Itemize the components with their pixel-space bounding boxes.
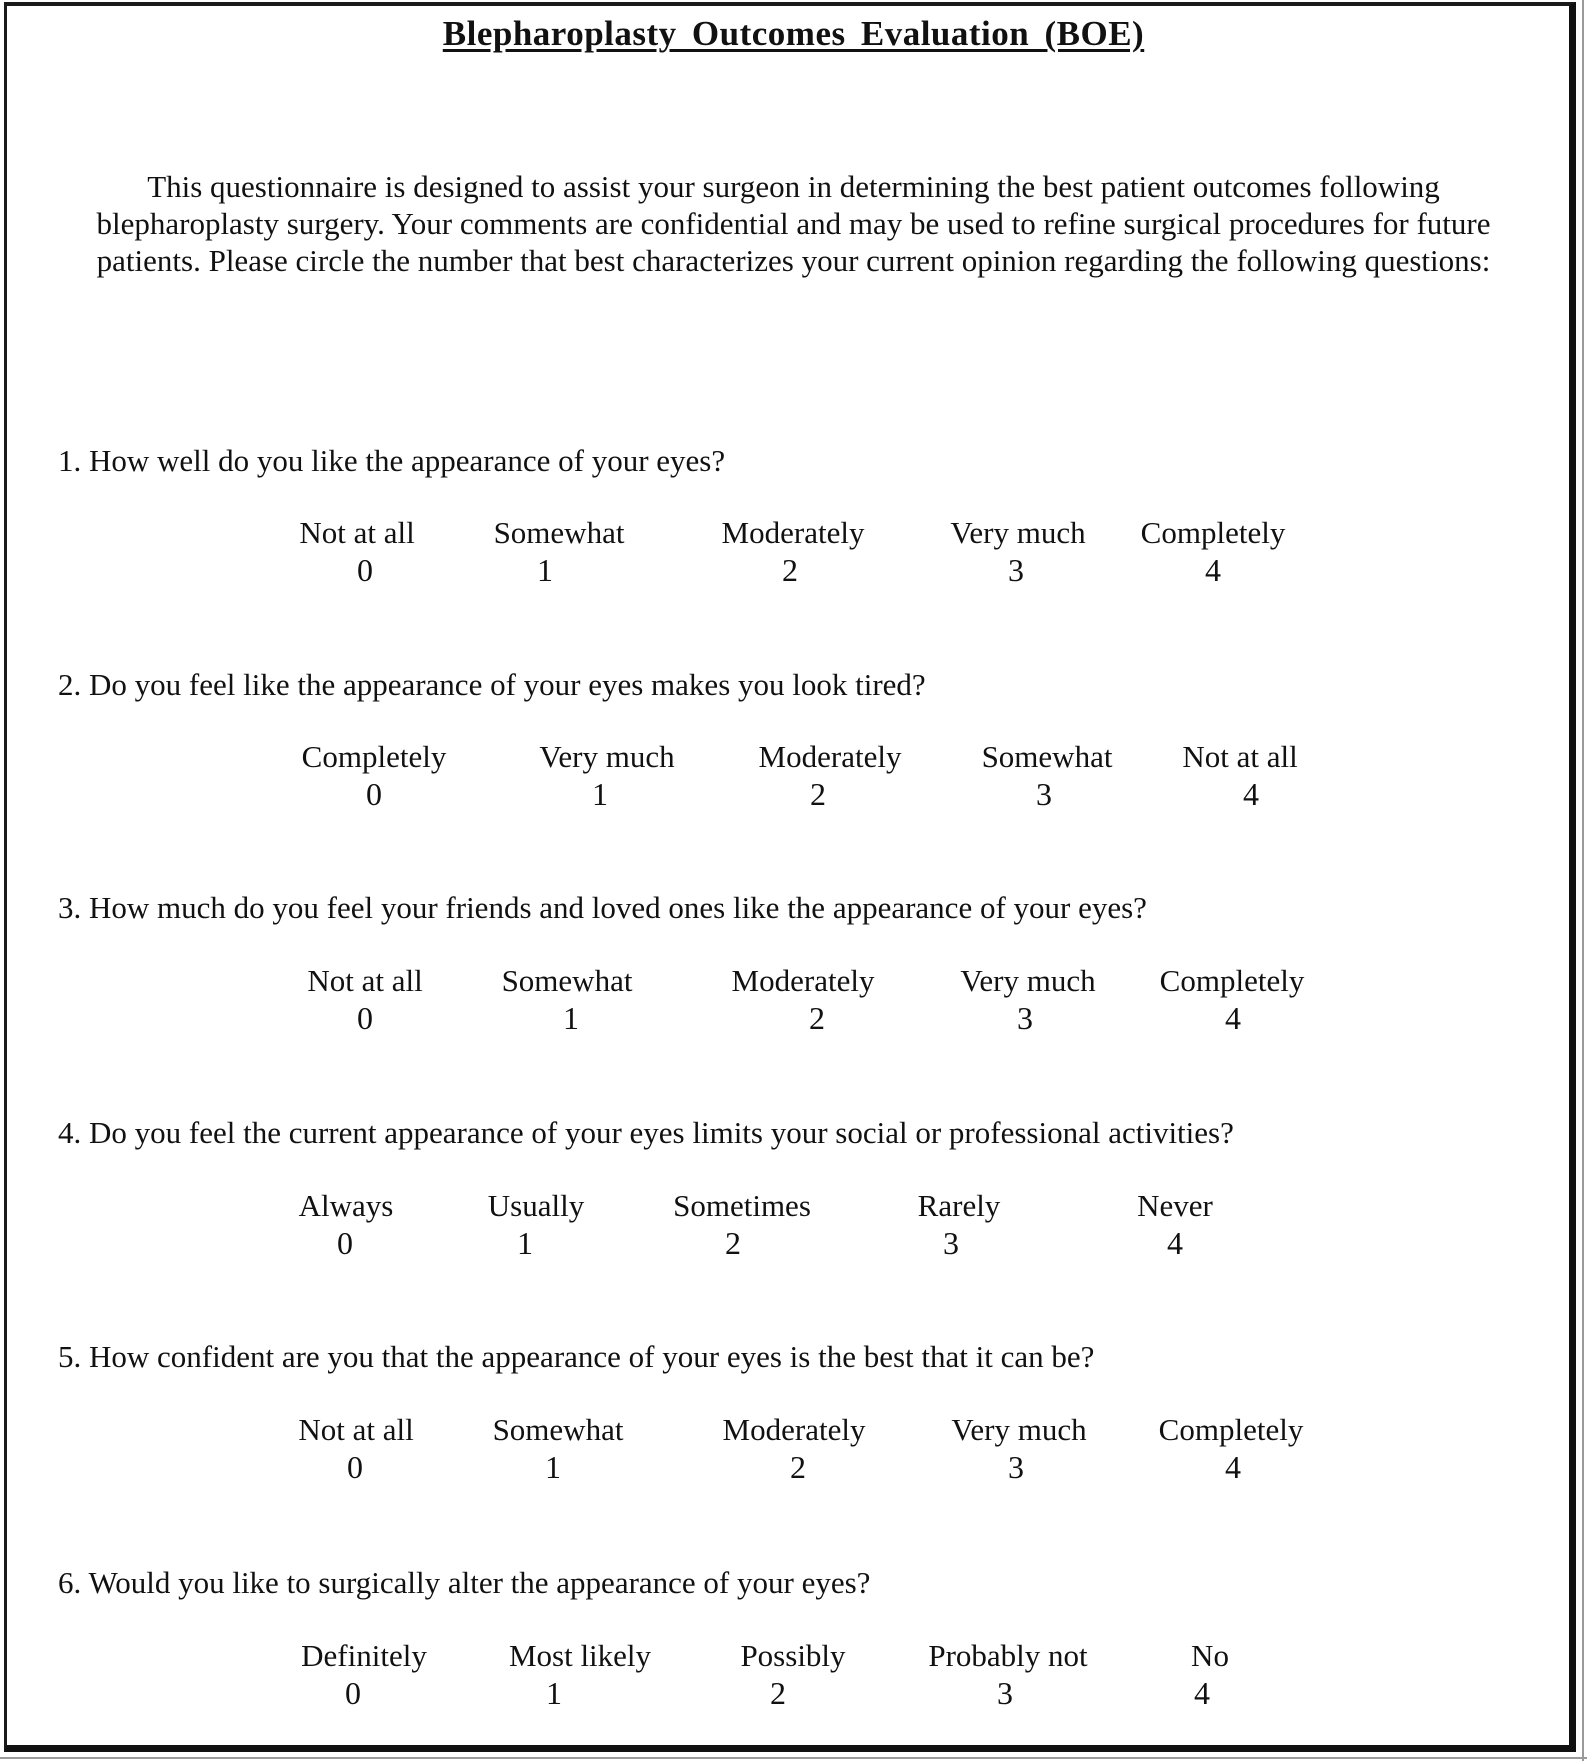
option-value[interactable]: 2 xyxy=(810,776,826,812)
option-label: Somewhat xyxy=(981,739,1113,774)
option-label: Probably not xyxy=(928,1638,1088,1673)
option-label: Completely xyxy=(1159,963,1305,998)
question-2-text: 2. Do you feel like the appearance of your eyes makes you look tired? xyxy=(58,667,926,702)
document-title xyxy=(0,14,1587,54)
question-4-text: 4. Do you feel the current appearance of your eyes limits your social or professional activities? xyxy=(58,1115,1234,1150)
option-value[interactable]: 0 xyxy=(337,1225,353,1261)
option-value[interactable]: 4 xyxy=(1194,1675,1210,1711)
option-label: Rarely xyxy=(917,1188,1001,1223)
option-value[interactable]: 2 xyxy=(770,1675,786,1711)
option-value[interactable]: 4 xyxy=(1167,1225,1183,1261)
option-value[interactable]: 3 xyxy=(943,1225,959,1261)
question-3-text: 3. How much do you feel your friends and loved ones like the appearance of your eyes? xyxy=(58,890,1147,925)
option-value[interactable]: 3 xyxy=(1008,552,1024,588)
option-value[interactable]: 4 xyxy=(1205,552,1221,588)
document-title-text: Blepharoplasty Outcomes Evaluation (BOE) xyxy=(442,14,1145,53)
option-value[interactable]: 1 xyxy=(517,1225,533,1261)
option-value[interactable]: 3 xyxy=(1008,1449,1024,1485)
option-label: Completely xyxy=(1140,515,1286,550)
question-1-text: 1. How well do you like the appearance of your eyes? xyxy=(58,443,726,478)
option-label: Very much xyxy=(951,1412,1087,1447)
option-label: Possibly xyxy=(740,1638,846,1673)
option-label: Not at all xyxy=(299,515,415,550)
option-label: Somewhat xyxy=(493,515,625,550)
outer-rule-bottom xyxy=(0,1757,1587,1759)
option-label: Most likely xyxy=(508,1638,652,1673)
option-label: Sometimes xyxy=(673,1188,811,1223)
option-label: Moderately xyxy=(721,515,865,550)
intro-paragraph: This questionnaire is designed to assist your surgeon in determining the best patient outcomes following blepharoplasty surgery. Your comments are confidential and may be used to refine surgical procedures for future patients. Please circle the number that best characterizes your current opinion regarding the following questions: xyxy=(96,169,1491,278)
option-label: Always xyxy=(298,1188,394,1223)
option-value[interactable]: 2 xyxy=(790,1449,806,1485)
option-label: Somewhat xyxy=(492,1412,624,1447)
option-label: Usually xyxy=(487,1188,585,1223)
option-value[interactable]: 0 xyxy=(347,1449,363,1485)
outer-rule-right xyxy=(1582,0,1584,1761)
option-value[interactable]: 2 xyxy=(809,1000,825,1036)
option-value[interactable]: 4 xyxy=(1225,1449,1241,1485)
option-label: Not at all xyxy=(307,963,423,998)
option-value[interactable]: 0 xyxy=(357,552,373,588)
option-label: Moderately xyxy=(731,963,875,998)
option-label: No xyxy=(1191,1638,1229,1673)
option-value[interactable]: 1 xyxy=(545,1449,561,1485)
option-label: Moderately xyxy=(722,1412,866,1447)
option-label: Very much xyxy=(960,963,1096,998)
option-value[interactable]: 2 xyxy=(782,552,798,588)
option-value[interactable]: 3 xyxy=(1036,776,1052,812)
option-value[interactable]: 4 xyxy=(1243,776,1259,812)
option-value[interactable]: 4 xyxy=(1225,1000,1241,1036)
option-value[interactable]: 0 xyxy=(345,1675,361,1711)
question-6-text: 6. Would you like to surgically alter the appearance of your eyes? xyxy=(58,1565,871,1600)
option-label: Moderately xyxy=(758,739,902,774)
option-label: Never xyxy=(1137,1188,1213,1223)
option-value[interactable]: 0 xyxy=(357,1000,373,1036)
option-label: Completely xyxy=(301,739,447,774)
option-value[interactable]: 2 xyxy=(725,1225,741,1261)
option-value[interactable]: 3 xyxy=(1017,1000,1033,1036)
option-value[interactable]: 1 xyxy=(563,1000,579,1036)
option-value[interactable]: 3 xyxy=(997,1675,1013,1711)
question-5-text: 5. How confident are you that the appearance of your eyes is the best that it can be? xyxy=(58,1339,1095,1374)
option-value[interactable]: 0 xyxy=(366,776,382,812)
option-label: Very much xyxy=(950,515,1086,550)
option-label: Very much xyxy=(539,739,675,774)
option-label: Not at all xyxy=(1182,739,1298,774)
option-label: Not at all xyxy=(298,1412,414,1447)
option-label: Completely xyxy=(1158,1412,1304,1447)
option-value[interactable]: 1 xyxy=(592,776,608,812)
option-label: Somewhat xyxy=(501,963,633,998)
option-label: Definitely xyxy=(301,1638,427,1673)
option-value[interactable]: 1 xyxy=(537,552,553,588)
option-value[interactable]: 1 xyxy=(546,1675,562,1711)
